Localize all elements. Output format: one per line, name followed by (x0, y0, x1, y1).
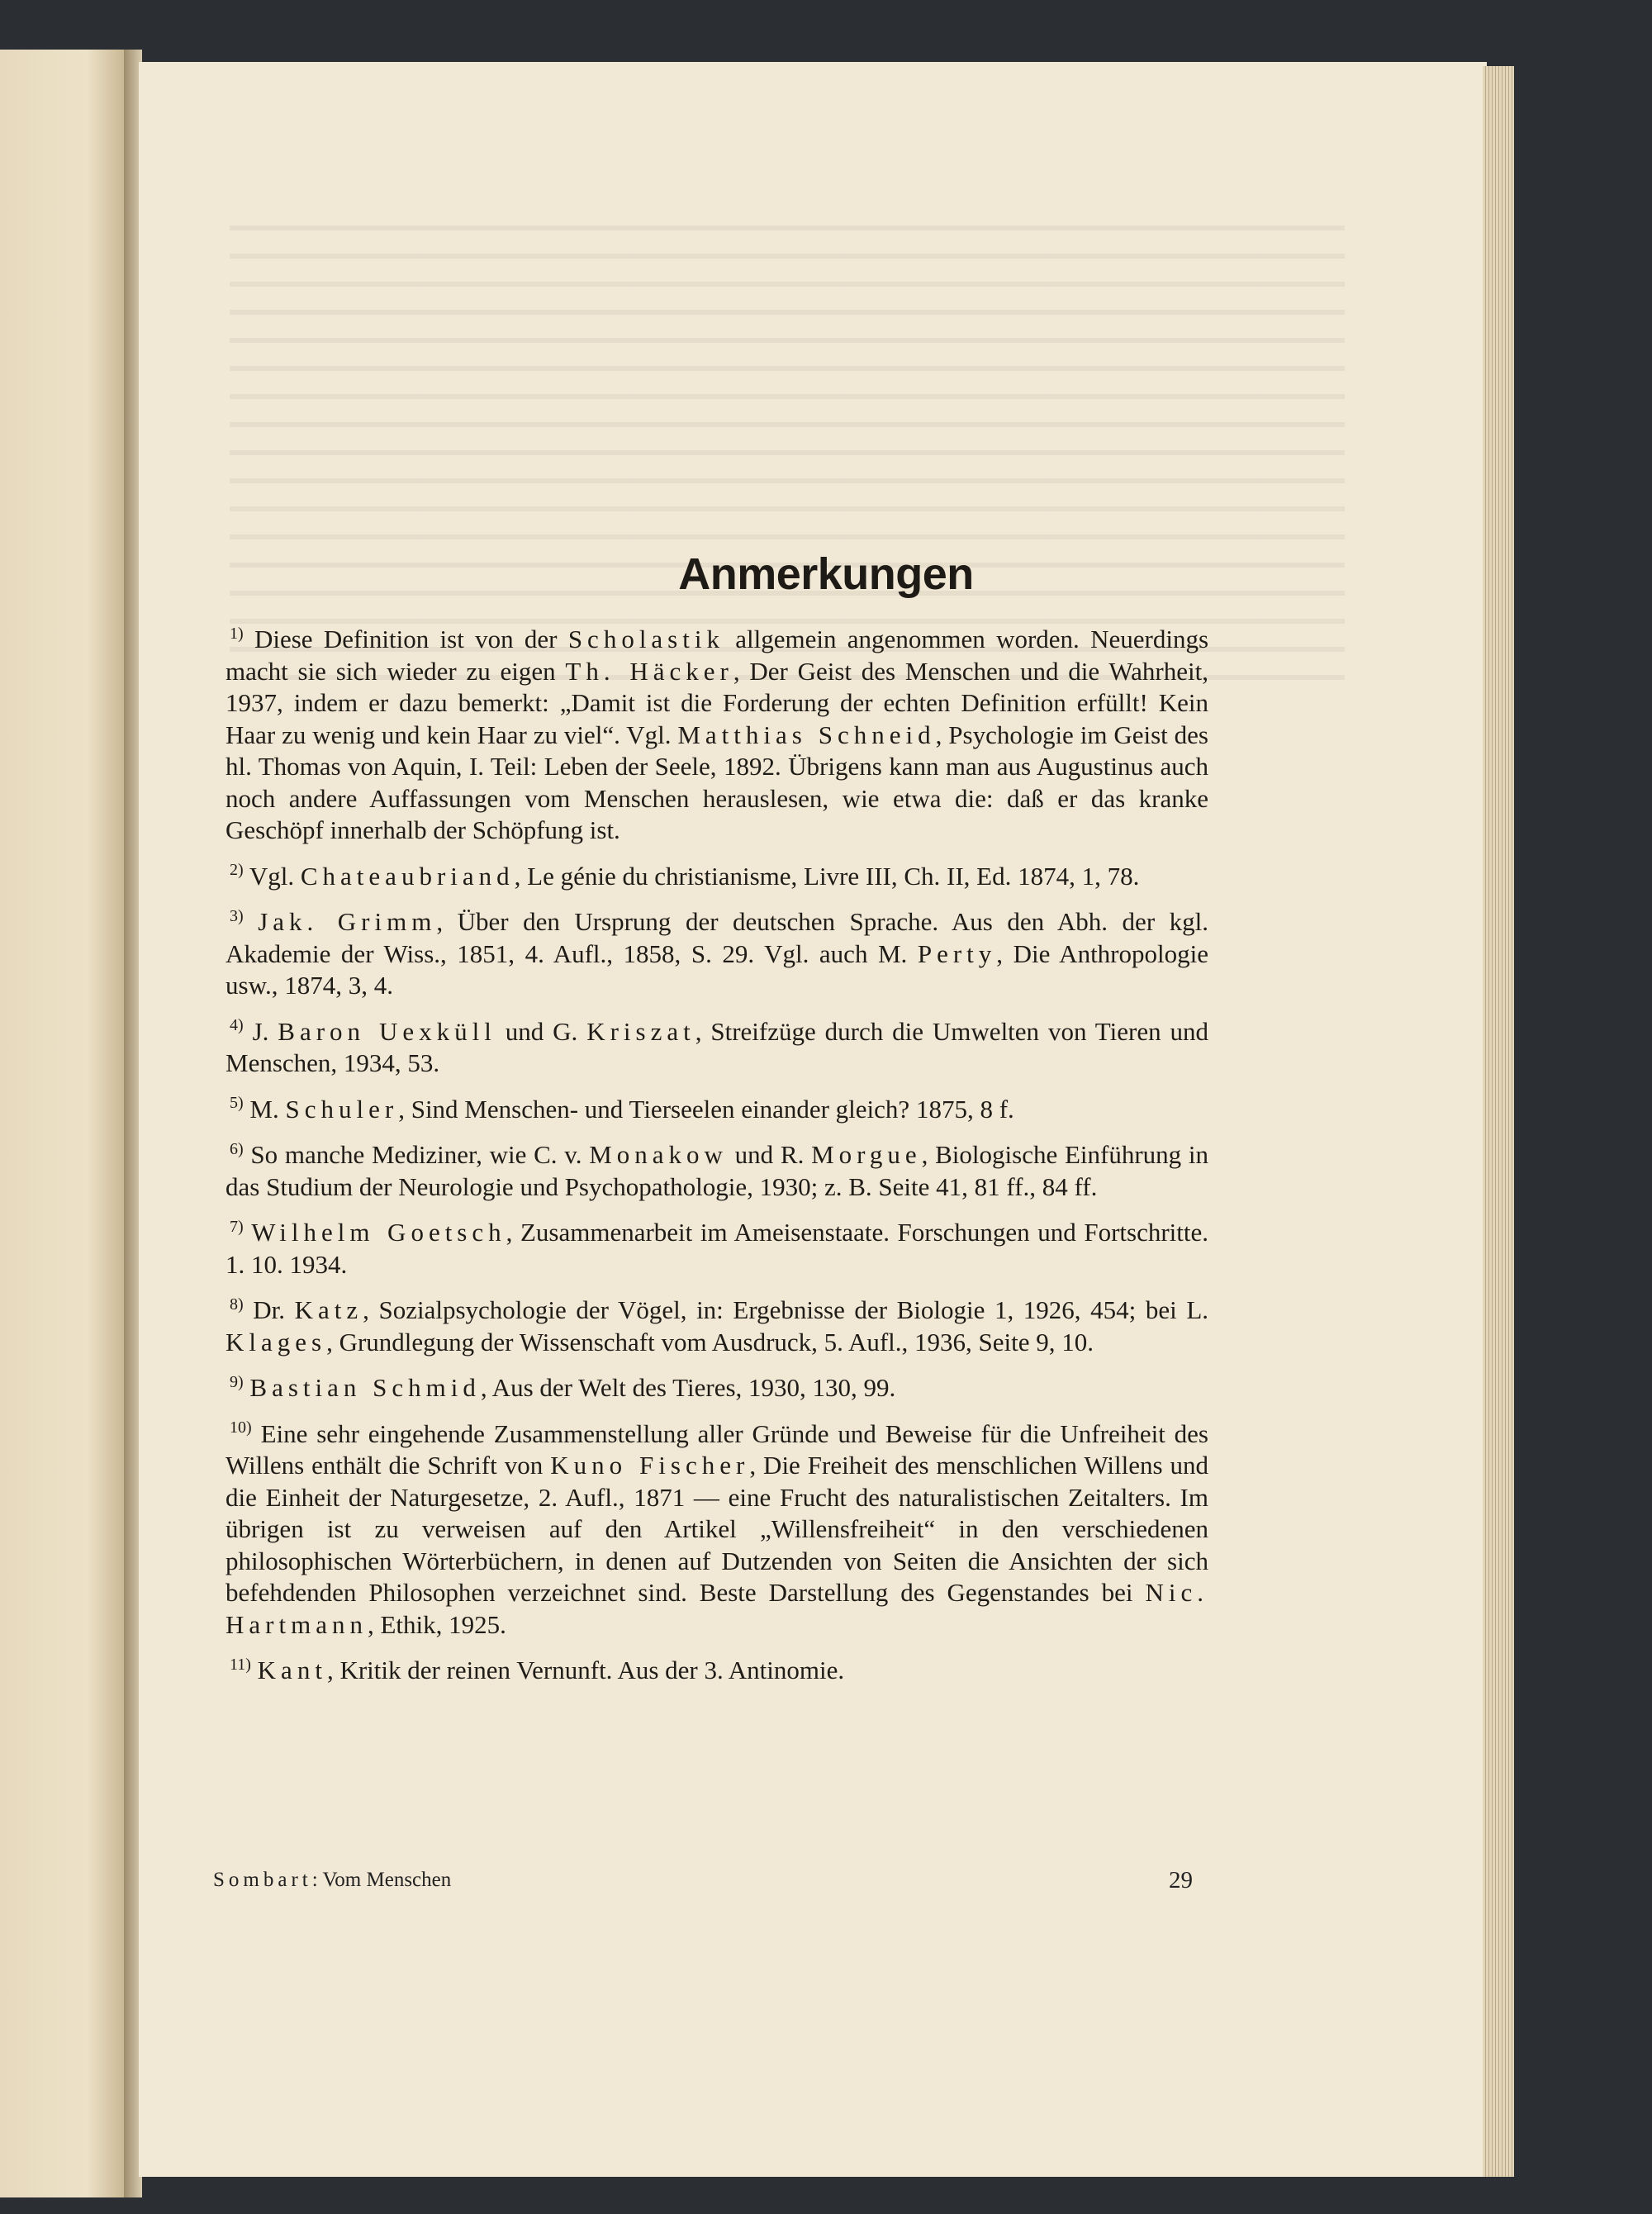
footnote-text: So manche Mediziner, wie C. v. (250, 1140, 590, 1169)
footnote-number: 11) (230, 1655, 251, 1674)
spaced-name: Chateaubriand (300, 861, 515, 891)
spaced-name: Wilhelm Goetsch (251, 1218, 506, 1247)
spaced-name: Th. Häcker (565, 656, 733, 686)
spaced-name: Katz (294, 1295, 363, 1324)
footnote-text: Eine sehr eingehende Zusammenstellung aller Gründe und Beweise für die Unfreiheit des Willens enthält die Schrift von (225, 1418, 1209, 1480)
spaced-name: Perty (917, 938, 997, 968)
footnote-text: , Grundlegung der Wissenschaft vom Ausdruck, 5. Aufl., 1936, Seite 9, 10. (326, 1327, 1094, 1356)
left-page-edge (0, 50, 124, 2197)
footnote-text: allgemein angenommen worden. Neuerdings macht sie sich wieder zu eigen (225, 625, 1209, 686)
spaced-name: Schuler (285, 1094, 399, 1124)
footnote-number: 1) (230, 624, 244, 643)
footer-author: Sombart (213, 1869, 312, 1891)
footnote (225, 1295, 1208, 1358)
footnote-text: , Aus der Welt des Tieres, 1930, 130, 99. (480, 1373, 896, 1402)
footnote-text: Vgl. (249, 861, 301, 891)
footnote-text: , Über den Ursprung der deutschen Sprache. Aus den Abh. der kgl. Akademie der Wiss., 1851, 4. Aufl., 1858, S. 29. Vgl. auch M. (225, 907, 1209, 968)
footnote-text: , Zusammenarbeit im Ameisenstaate. Forschungen und Fortschritte. 1. 10. 1934. (225, 1218, 1208, 1279)
footnote-text: , Streifzüge durch die Umwelten von Tieren und Menschen, 1934, 53. (225, 1016, 1208, 1077)
footnote-number: 2) (230, 861, 244, 880)
footnote-text: Dr. (253, 1295, 295, 1324)
footer-title: : Vom Menschen (311, 1869, 452, 1891)
footnote (225, 1016, 1208, 1080)
footnote-text: , Die Anthropologie usw., 1874, 3, 4. (225, 938, 1208, 1000)
footnote-text: und G. (496, 1016, 587, 1046)
footnote (225, 1655, 1208, 1687)
footnote-number: 10) (230, 1418, 252, 1437)
footnote-text: M. (249, 1094, 286, 1124)
footnote (225, 1094, 1208, 1126)
footnote-text: Diese Definition ist von der (254, 625, 568, 653)
footnote-number: 9) (230, 1372, 244, 1391)
spaced-name: Kriszat (586, 1016, 695, 1046)
footnote-text: , Der Geist des Menschen und die Wahrheit, 1937, indem er dazu bemerkt: „Damit ist die Forderung der echten Definition erfüllt! Kein Haar zu wenig und kein Haar zu viel“. Vgl. (225, 656, 1208, 749)
footnote-text: und R. (727, 1140, 812, 1169)
spaced-name: Scholastik (567, 625, 724, 653)
footnote (225, 1139, 1208, 1203)
footnote-number: 6) (230, 1139, 244, 1158)
footnote-number: 7) (230, 1217, 244, 1236)
spaced-name: Matthias Schneid (677, 720, 936, 749)
page-number: 29 (1169, 1867, 1193, 1893)
footnote-text: , Psychologie im Geist des hl. Thomas von Aquin, I. Teil: Leben der Seele, 1892. Übrigens kann man aus Augustinus auch noch andere Auffassungen vom Menschen herauslesen, wie etwa die: daß er das kranke Geschöpf innerhalb der Schöpfung ist. (225, 720, 1208, 844)
spaced-name: Morgue (811, 1140, 922, 1169)
footnote (225, 1372, 1208, 1404)
footnote-number: 4) (230, 1016, 244, 1035)
footnote (225, 906, 1208, 1002)
footnote-number: 3) (230, 906, 244, 925)
spaced-name: Jak. Grimm (258, 907, 437, 936)
footnote-text: , Ethik, 1925. (367, 1609, 506, 1639)
footnote (225, 1418, 1208, 1641)
spaced-name: Kuno Fischer (550, 1451, 750, 1480)
footnote (225, 861, 1208, 893)
spaced-name: Bastian Schmid (249, 1373, 481, 1402)
footnote-number: 8) (230, 1295, 244, 1314)
spaced-name: Monakow (589, 1140, 728, 1169)
footnote-text: , Sind Menschen- und Tierseelen einander gleich? 1875, 8 f. (398, 1094, 1014, 1124)
footnote (225, 624, 1208, 847)
spaced-name: Nic. Hartmann (225, 1578, 1208, 1639)
footnote-text: J. (252, 1016, 278, 1046)
footnote (225, 1217, 1208, 1280)
running-footer (213, 1869, 451, 1892)
spaced-name: Klages (225, 1327, 327, 1356)
footnote-text: , Kritik der reinen Vernunft. Aus der 3. Antinomie. (326, 1656, 845, 1684)
page-edges (1483, 66, 1514, 2177)
page-title: Anmerkungen (678, 549, 974, 600)
footnote-text: , Sozialpsychologie der Vögel, in: Ergebnisse der Biologie 1, 1926, 454; bei L. (363, 1295, 1208, 1324)
spaced-name: Kant (257, 1656, 327, 1684)
footnote-text: , Le génie du christianisme, Livre III, Ch. II, Ed. 1874, 1, 78. (514, 861, 1140, 891)
footnote-text: , Biologische Einführung in das Studium der Neurologie und Psychopathologie, 1930; z. B. Seite 41, 81 ff., 84 ff. (225, 1140, 1208, 1201)
footnotes-list (225, 624, 1208, 1701)
footnote-number: 5) (230, 1094, 244, 1113)
footnote-text: , Die Freiheit des menschlichen Willens und die Einheit der Naturgesetze, 2. Aufl., 1871 — eine Frucht des naturalistischen Zeitalters. Im übrigen ist zu verweisen auf den Artikel „Willensfreiheit“ in den verschiedenen philosophischen Wörterbüchern, in denen auf Dutzenden von Seiten die Ansichten der sich befehdenden Philosophen verzeichnet sind. Beste Darstellung des Gegenstandes bei (225, 1451, 1209, 1607)
spaced-name: Baron Uexküll (278, 1016, 496, 1046)
